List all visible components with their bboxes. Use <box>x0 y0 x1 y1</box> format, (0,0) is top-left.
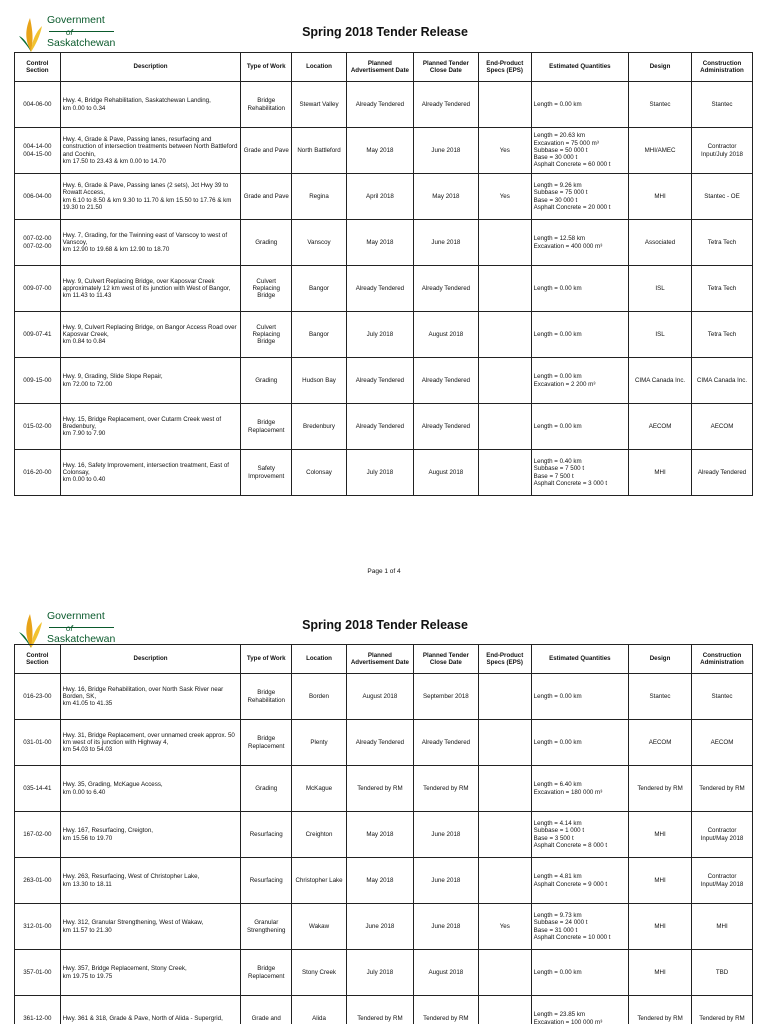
estimated-quantities-cell: Length = 9.26 km Subbase = 75 000 t Base = 30 000 t Asphalt Concrete = 20 000 t <box>531 174 628 220</box>
type-of-work-cell: Grading <box>241 766 292 812</box>
eps-cell <box>478 82 531 128</box>
design-cell: MHI <box>629 174 692 220</box>
column-header: Description <box>60 645 241 674</box>
estimated-quantities-cell: Length = 0.00 km <box>531 266 628 312</box>
type-of-work-cell: Resurfacing <box>241 858 292 904</box>
tender-table <box>14 52 753 496</box>
eps-cell <box>478 720 531 766</box>
location-cell: Borden <box>292 674 347 720</box>
location-cell: McKague <box>292 766 347 812</box>
location-cell: Wakaw <box>292 904 347 950</box>
construction-administration-cell: Stantec <box>692 674 753 720</box>
estimated-quantities-cell: Length = 0.00 km <box>531 674 628 720</box>
column-header: Design <box>629 645 692 674</box>
construction-administration-cell: Already Tendered <box>692 450 753 496</box>
location-cell: Stewart Valley <box>292 82 347 128</box>
column-header: Location <box>292 645 347 674</box>
column-header: Description <box>60 53 241 82</box>
eps-cell: Yes <box>478 128 531 174</box>
table-row <box>15 674 753 720</box>
description-cell: Hwy. 31, Bridge Replacement, over unnamed creek approx. 50 km west of its junction with Highway 4, km 54.03 to 54.03 <box>60 720 241 766</box>
estimated-quantities-cell: Length = 9.73 km Subbase = 24 000 t Base = 31 000 t Asphalt Concrete = 10 000 t <box>531 904 628 950</box>
column-header: Type of Work <box>241 645 292 674</box>
design-cell: Stantec <box>629 674 692 720</box>
design-cell: ISL <box>629 266 692 312</box>
type-of-work-cell: Grade and Pave <box>241 174 292 220</box>
advertisement-date-cell: Already Tendered <box>346 720 413 766</box>
column-header: Planned Advertisement Date <box>346 645 413 674</box>
description-cell: Hwy. 9, Culvert Replacing Bridge, on Bangor Access Road over Kaposvar Creek, km 0.84 to 0.84 <box>60 312 241 358</box>
logo-text-of: of <box>66 624 73 633</box>
advertisement-date-cell: June 2018 <box>346 904 413 950</box>
advertisement-date-cell: Tendered by RM <box>346 766 413 812</box>
description-cell: Hwy. 16, Safety Improvement, intersection treatment, East of Colonsay, km 0.00 to 0.40 <box>60 450 241 496</box>
table-row <box>15 720 753 766</box>
tender-close-date-cell: Already Tendered <box>413 266 478 312</box>
eps-cell <box>478 950 531 996</box>
description-cell: Hwy. 4, Bridge Rehabilitation, Saskatchewan Landing, km 0.00 to 0.34 <box>60 82 241 128</box>
construction-administration-cell: MHI <box>692 904 753 950</box>
table-row <box>15 858 753 904</box>
description-cell: Hwy. 6, Grade & Pave, Passing lanes (2 sets), Jct Hwy 39 to Rowatt Access, km 6.10 to 8.50 & km 9.30 to 11.70 & km 15.50 to 17.76 & km 19.30 to 21.50 <box>60 174 241 220</box>
table-row <box>15 996 753 1024</box>
construction-administration-cell: Stantec <box>692 82 753 128</box>
advertisement-date-cell: May 2018 <box>346 858 413 904</box>
description-cell: Hwy. 35, Grading, McKague Access, km 0.00 to 6.40 <box>60 766 241 812</box>
table-row <box>15 220 753 266</box>
tender-close-date-cell: August 2018 <box>413 950 478 996</box>
tender-close-date-cell: Already Tendered <box>413 720 478 766</box>
type-of-work-cell: Grading <box>241 358 292 404</box>
control-section-cell: 016-20-00 <box>15 450 61 496</box>
column-header: Planned Advertisement Date <box>346 53 413 82</box>
location-cell: Bredenbury <box>292 404 347 450</box>
control-section-cell: 357-01-00 <box>15 950 61 996</box>
eps-cell <box>478 996 531 1024</box>
table-header-row <box>15 53 753 82</box>
control-section-cell: 009-15-00 <box>15 358 61 404</box>
description-cell: Hwy. 9, Culvert Replacing Bridge, over Kaposvar Creek approximately 12 km west of its junction with West of Bangor, km 11.43 to 11.43 <box>60 266 241 312</box>
column-header: Control Section <box>15 645 61 674</box>
estimated-quantities-cell: Length = 23.85 km Excavation = 100 000 m³ <box>531 996 628 1024</box>
logo-rule <box>49 627 114 628</box>
location-cell: Regina <box>292 174 347 220</box>
column-header: Estimated Quantities <box>531 53 628 82</box>
table-header-row <box>15 645 753 674</box>
control-section-cell: 004-06-00 <box>15 82 61 128</box>
eps-cell <box>478 312 531 358</box>
table-row <box>15 812 753 858</box>
description-cell: Hwy. 361 & 318, Grade & Pave, North of Alida - Supergrid, <box>60 996 241 1024</box>
column-header: Planned Tender Close Date <box>413 53 478 82</box>
type-of-work-cell: Grade and <box>241 996 292 1024</box>
type-of-work-cell: Resurfacing <box>241 812 292 858</box>
construction-administration-cell: Tetra Tech <box>692 312 753 358</box>
location-cell: Colonsay <box>292 450 347 496</box>
tender-close-date-cell: Tendered by RM <box>413 766 478 812</box>
page-title: Spring 2018 Tender Release <box>302 618 468 632</box>
eps-cell <box>478 766 531 812</box>
control-section-cell: 016-23-00 <box>15 674 61 720</box>
control-section-cell: 006-04-00 <box>15 174 61 220</box>
control-section-cell: 312-01-00 <box>15 904 61 950</box>
design-cell: MHI <box>629 812 692 858</box>
eps-cell <box>478 858 531 904</box>
estimated-quantities-cell: Length = 0.00 km <box>531 312 628 358</box>
estimated-quantities-cell: Length = 0.00 km <box>531 404 628 450</box>
tender-close-date-cell: June 2018 <box>413 220 478 266</box>
tender-close-date-cell: June 2018 <box>413 858 478 904</box>
design-cell: MHI <box>629 450 692 496</box>
location-cell: Vanscoy <box>292 220 347 266</box>
estimated-quantities-cell: Length = 0.00 km Excavation = 2 200 m³ <box>531 358 628 404</box>
design-cell: CIMA Canada Inc. <box>629 358 692 404</box>
construction-administration-cell: Tetra Tech <box>692 220 753 266</box>
advertisement-date-cell: May 2018 <box>346 220 413 266</box>
column-header: End-Product Specs (EPS) <box>478 645 531 674</box>
logo-text-government: Government <box>47 14 105 26</box>
table-row <box>15 174 753 220</box>
advertisement-date-cell: May 2018 <box>346 128 413 174</box>
design-cell: AECOM <box>629 720 692 766</box>
column-header: Design <box>629 53 692 82</box>
design-cell: Tendered by RM <box>629 996 692 1024</box>
estimated-quantities-cell: Length = 12.58 km Excavation = 400 000 m³ <box>531 220 628 266</box>
design-cell: MHI/AMEC <box>629 128 692 174</box>
control-section-cell: 007-02-00 007-02-00 <box>15 220 61 266</box>
eps-cell <box>478 404 531 450</box>
construction-administration-cell: Contractor Input/May 2018 <box>692 858 753 904</box>
design-cell: ISL <box>629 312 692 358</box>
control-section-cell: 015-02-00 <box>15 404 61 450</box>
estimated-quantities-cell: Length = 4.14 km Subbase = 1 000 t Base = 3 500 t Asphalt Concrete = 8 000 t <box>531 812 628 858</box>
type-of-work-cell: Culvert Replacing Bridge <box>241 266 292 312</box>
construction-administration-cell: Tendered by RM <box>692 766 753 812</box>
type-of-work-cell: Bridge Rehabilitation <box>241 82 292 128</box>
location-cell: Stony Creek <box>292 950 347 996</box>
location-cell: Bangor <box>292 266 347 312</box>
estimated-quantities-cell: Length = 6.40 km Excavation = 180 000 m³ <box>531 766 628 812</box>
tender-close-date-cell: May 2018 <box>413 174 478 220</box>
control-section-cell: 035-14-41 <box>15 766 61 812</box>
tender-close-date-cell: August 2018 <box>413 312 478 358</box>
column-header: Type of Work <box>241 53 292 82</box>
estimated-quantities-cell: Length = 0.00 km <box>531 82 628 128</box>
location-cell: Alida <box>292 996 347 1024</box>
construction-administration-cell: AECOM <box>692 404 753 450</box>
control-section-cell: 004-14-00 004-15-00 <box>15 128 61 174</box>
advertisement-date-cell: Already Tendered <box>346 266 413 312</box>
advertisement-date-cell: July 2018 <box>346 312 413 358</box>
tender-close-date-cell: Already Tendered <box>413 82 478 128</box>
wheat-leaf-icon <box>16 14 46 54</box>
table-row <box>15 312 753 358</box>
table-row <box>15 404 753 450</box>
type-of-work-cell: Bridge Replacement <box>241 950 292 996</box>
tender-close-date-cell: June 2018 <box>413 812 478 858</box>
design-cell: Associated <box>629 220 692 266</box>
column-header: Construction Administration <box>692 53 753 82</box>
advertisement-date-cell: August 2018 <box>346 674 413 720</box>
construction-administration-cell: Tetra Tech <box>692 266 753 312</box>
column-header: End-Product Specs (EPS) <box>478 53 531 82</box>
logo-text-saskatchewan: Saskatchewan <box>47 37 116 49</box>
construction-administration-cell: TBD <box>692 950 753 996</box>
design-cell: Tendered by RM <box>629 766 692 812</box>
table-row <box>15 266 753 312</box>
logo-rule <box>49 31 114 32</box>
construction-administration-cell: CIMA Canada Inc. <box>692 358 753 404</box>
design-cell: MHI <box>629 858 692 904</box>
advertisement-date-cell: July 2018 <box>346 450 413 496</box>
description-cell: Hwy. 263, Resurfacing, West of Christopher Lake, km 13.30 to 18.11 <box>60 858 241 904</box>
tender-close-date-cell: Already Tendered <box>413 358 478 404</box>
description-cell: Hwy. 167, Resurfacing, Creigton, km 15.56 to 19.70 <box>60 812 241 858</box>
table-row <box>15 128 753 174</box>
page-2 <box>0 596 768 1024</box>
construction-administration-cell: AECOM <box>692 720 753 766</box>
control-section-cell: 009-07-00 <box>15 266 61 312</box>
tender-close-date-cell: June 2018 <box>413 904 478 950</box>
control-section-cell: 361-12-00 <box>15 996 61 1024</box>
eps-cell <box>478 266 531 312</box>
location-cell: Christopher Lake <box>292 858 347 904</box>
type-of-work-cell: Bridge Replacement <box>241 404 292 450</box>
control-section-cell: 167-02-00 <box>15 812 61 858</box>
type-of-work-cell: Grade and Pave <box>241 128 292 174</box>
page-footer: Page 1 of 4 <box>367 568 401 575</box>
eps-cell <box>478 220 531 266</box>
type-of-work-cell: Grading <box>241 220 292 266</box>
table-row <box>15 904 753 950</box>
type-of-work-cell: Culvert Replacing Bridge <box>241 312 292 358</box>
type-of-work-cell: Bridge Replacement <box>241 720 292 766</box>
table-row <box>15 358 753 404</box>
type-of-work-cell: Bridge Rehabilitation <box>241 674 292 720</box>
page-title: Spring 2018 Tender Release <box>302 25 468 39</box>
location-cell: North Battleford <box>292 128 347 174</box>
advertisement-date-cell: Already Tendered <box>346 404 413 450</box>
advertisement-date-cell: Tendered by RM <box>346 996 413 1024</box>
type-of-work-cell: Safety Improvement <box>241 450 292 496</box>
estimated-quantities-cell: Length = 0.40 km Subbase = 7 500 t Base = 7 500 t Asphalt Concrete = 3 000 t <box>531 450 628 496</box>
column-header: Construction Administration <box>692 645 753 674</box>
description-cell: Hwy. 16, Bridge Rehabilitation, over North Sask River near Borden, SK, km 41.05 to 41.35 <box>60 674 241 720</box>
eps-cell <box>478 674 531 720</box>
description-cell: Hwy. 15, Bridge Replacement, over Cutarm Creek west of Bredenbury, km 7.90 to 7.90 <box>60 404 241 450</box>
design-cell: MHI <box>629 950 692 996</box>
control-section-cell: 009-07-41 <box>15 312 61 358</box>
location-cell: Hudson Bay <box>292 358 347 404</box>
control-section-cell: 031-01-00 <box>15 720 61 766</box>
logo-text-of: of <box>66 28 73 37</box>
estimated-quantities-cell: Length = 0.00 km <box>531 950 628 996</box>
advertisement-date-cell: April 2018 <box>346 174 413 220</box>
table-row <box>15 950 753 996</box>
table-row <box>15 766 753 812</box>
control-section-cell: 263-01-00 <box>15 858 61 904</box>
table-row <box>15 82 753 128</box>
tender-close-date-cell: Tendered by RM <box>413 996 478 1024</box>
design-cell: AECOM <box>629 404 692 450</box>
estimated-quantities-cell: Length = 0.00 km <box>531 720 628 766</box>
eps-cell: Yes <box>478 904 531 950</box>
eps-cell <box>478 358 531 404</box>
construction-administration-cell: Tendered by RM <box>692 996 753 1024</box>
column-header: Location <box>292 53 347 82</box>
description-cell: Hwy. 4, Grade & Pave, Passing lanes, resurfacing and construction of intersection treatments between North Battleford and Cochin, km 17.50 to 23.43 & km 0.00 to 14.70 <box>60 128 241 174</box>
table-row <box>15 450 753 496</box>
logo-text-government: Government <box>47 610 105 622</box>
description-cell: Hwy. 312, Granular Strengthening, West of Wakaw, km 11.57 to 21.30 <box>60 904 241 950</box>
description-cell: Hwy. 9, Grading, Slide Slope Repair, km 72.00 to 72.00 <box>60 358 241 404</box>
advertisement-date-cell: May 2018 <box>346 812 413 858</box>
tender-close-date-cell: Already Tendered <box>413 404 478 450</box>
column-header: Control Section <box>15 53 61 82</box>
logo-text-saskatchewan: Saskatchewan <box>47 633 116 645</box>
construction-administration-cell: Contractor Input/July 2018 <box>692 128 753 174</box>
estimated-quantities-cell: Length = 4.81 km Asphalt Concrete = 9 000 t <box>531 858 628 904</box>
description-cell: Hwy. 357, Bridge Replacement, Stony Creek, km 19.75 to 19.75 <box>60 950 241 996</box>
location-cell: Bangor <box>292 312 347 358</box>
tender-close-date-cell: June 2018 <box>413 128 478 174</box>
advertisement-date-cell: Already Tendered <box>346 82 413 128</box>
design-cell: Stantec <box>629 82 692 128</box>
advertisement-date-cell: Already Tendered <box>346 358 413 404</box>
column-header: Estimated Quantities <box>531 645 628 674</box>
location-cell: Plenty <box>292 720 347 766</box>
design-cell: MHI <box>629 904 692 950</box>
eps-cell <box>478 450 531 496</box>
construction-administration-cell: Contractor Input/May 2018 <box>692 812 753 858</box>
eps-cell: Yes <box>478 174 531 220</box>
tender-table <box>14 644 753 1024</box>
tender-close-date-cell: August 2018 <box>413 450 478 496</box>
tender-close-date-cell: September 2018 <box>413 674 478 720</box>
type-of-work-cell: Granular Strengthening <box>241 904 292 950</box>
eps-cell <box>478 812 531 858</box>
advertisement-date-cell: July 2018 <box>346 950 413 996</box>
estimated-quantities-cell: Length = 20.63 km Excavation = 75 000 m³ Subbase = 50 000 t Base = 30 000 t Asphalt Concrete = 60 000 t <box>531 128 628 174</box>
description-cell: Hwy. 7, Grading, for the Twinning east of Vanscoy to west of Vanscoy, km 12.90 to 19.68 & km 12.90 to 18.70 <box>60 220 241 266</box>
construction-administration-cell: Stantec - OE <box>692 174 753 220</box>
location-cell: Creighton <box>292 812 347 858</box>
column-header: Planned Tender Close Date <box>413 645 478 674</box>
